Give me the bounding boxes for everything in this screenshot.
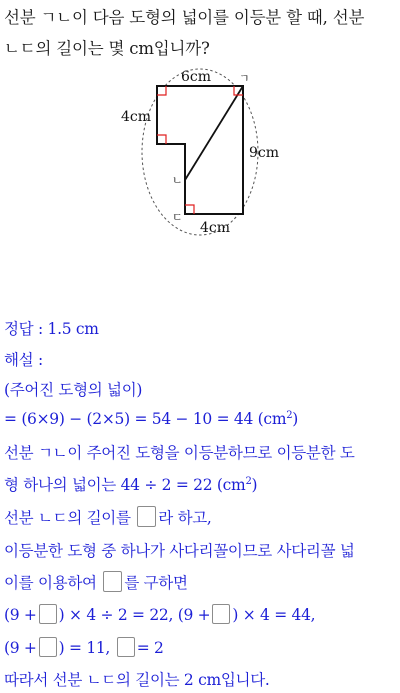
solution-line-5a: 선분 ㄴㄷ의 길이를 [4, 509, 131, 527]
solution-line-10: 따라서 선분 ㄴㄷ의 길이는 2 cm입니다. [4, 671, 270, 689]
solution-line-8c: ) × 4 = 44, [232, 606, 316, 624]
solution-line-7a: 이를 이용하여 [4, 574, 97, 592]
blank-box [137, 506, 156, 527]
point-d: ㄷ [172, 211, 183, 224]
explanation-heading: 해설 : [4, 351, 43, 369]
blank-box [212, 604, 230, 624]
blank-box [117, 637, 135, 657]
solution-line-8 [4, 604, 315, 624]
solution-line-6: 이등분한 도형 중 하나가 사다리꼴이므로 사다리꼴 넓 [4, 542, 355, 560]
label-right: 9cm [249, 145, 280, 161]
solution-line-9b: ) = 11, [58, 639, 111, 657]
solution-line-5b: 라 하고, [158, 509, 212, 527]
label-top: 6cm [181, 69, 212, 85]
solution-line-8b: ) × 4 ÷ 2 = 22, (9 + [58, 606, 211, 624]
superscript-2: 2 [286, 409, 293, 421]
geometry-figure [110, 62, 300, 240]
point-g: ㄱ [239, 72, 250, 85]
solution-line-4-end: ) [251, 476, 258, 494]
solution-line-9 [4, 637, 164, 657]
solution-line-2 [4, 410, 298, 428]
question-text [4, 2, 398, 64]
solution-line-4-main: 형 하나의 넓이는 44 ÷ 2 = 22 (cm [4, 476, 246, 494]
solution-line-7b: 를 구하면 [124, 574, 188, 592]
solution-line-4 [4, 473, 257, 495]
solution-line-5 [4, 506, 212, 528]
solution-line-3: 선분 ㄱㄴ이 주어진 도형을 이등분하므로 이등분한 도 [4, 444, 355, 462]
solution-line-9c: = 2 [136, 639, 164, 657]
solution-line-2-end: ) [292, 410, 299, 428]
blank-box [39, 604, 57, 624]
point-n: ㄴ [172, 174, 183, 187]
solution-line-8a: (9 + [4, 606, 37, 624]
answer-line: 정답 : 1.5 cm [4, 320, 99, 338]
solution-line-7 [4, 571, 188, 593]
blank-box [39, 637, 57, 657]
superscript-2b: 2 [245, 475, 252, 487]
solution-line-9a: (9 + [4, 639, 37, 657]
solution-line-1: (주어진 도형의 넓이) [4, 381, 143, 399]
question-line-2: ㄴㄷ의 길이는 몇 cm입니까? [4, 39, 210, 58]
label-left: 4cm [121, 109, 152, 125]
label-bottom: 4cm [200, 220, 231, 236]
blank-box [103, 571, 122, 592]
question-line-1: 선분 ㄱㄴ이 다음 도형의 넓이를 이등분 할 때, 선분 [4, 8, 365, 27]
solution-line-2-main: = (6×9) − (2×5) = 54 − 10 = 44 (cm [4, 410, 287, 428]
